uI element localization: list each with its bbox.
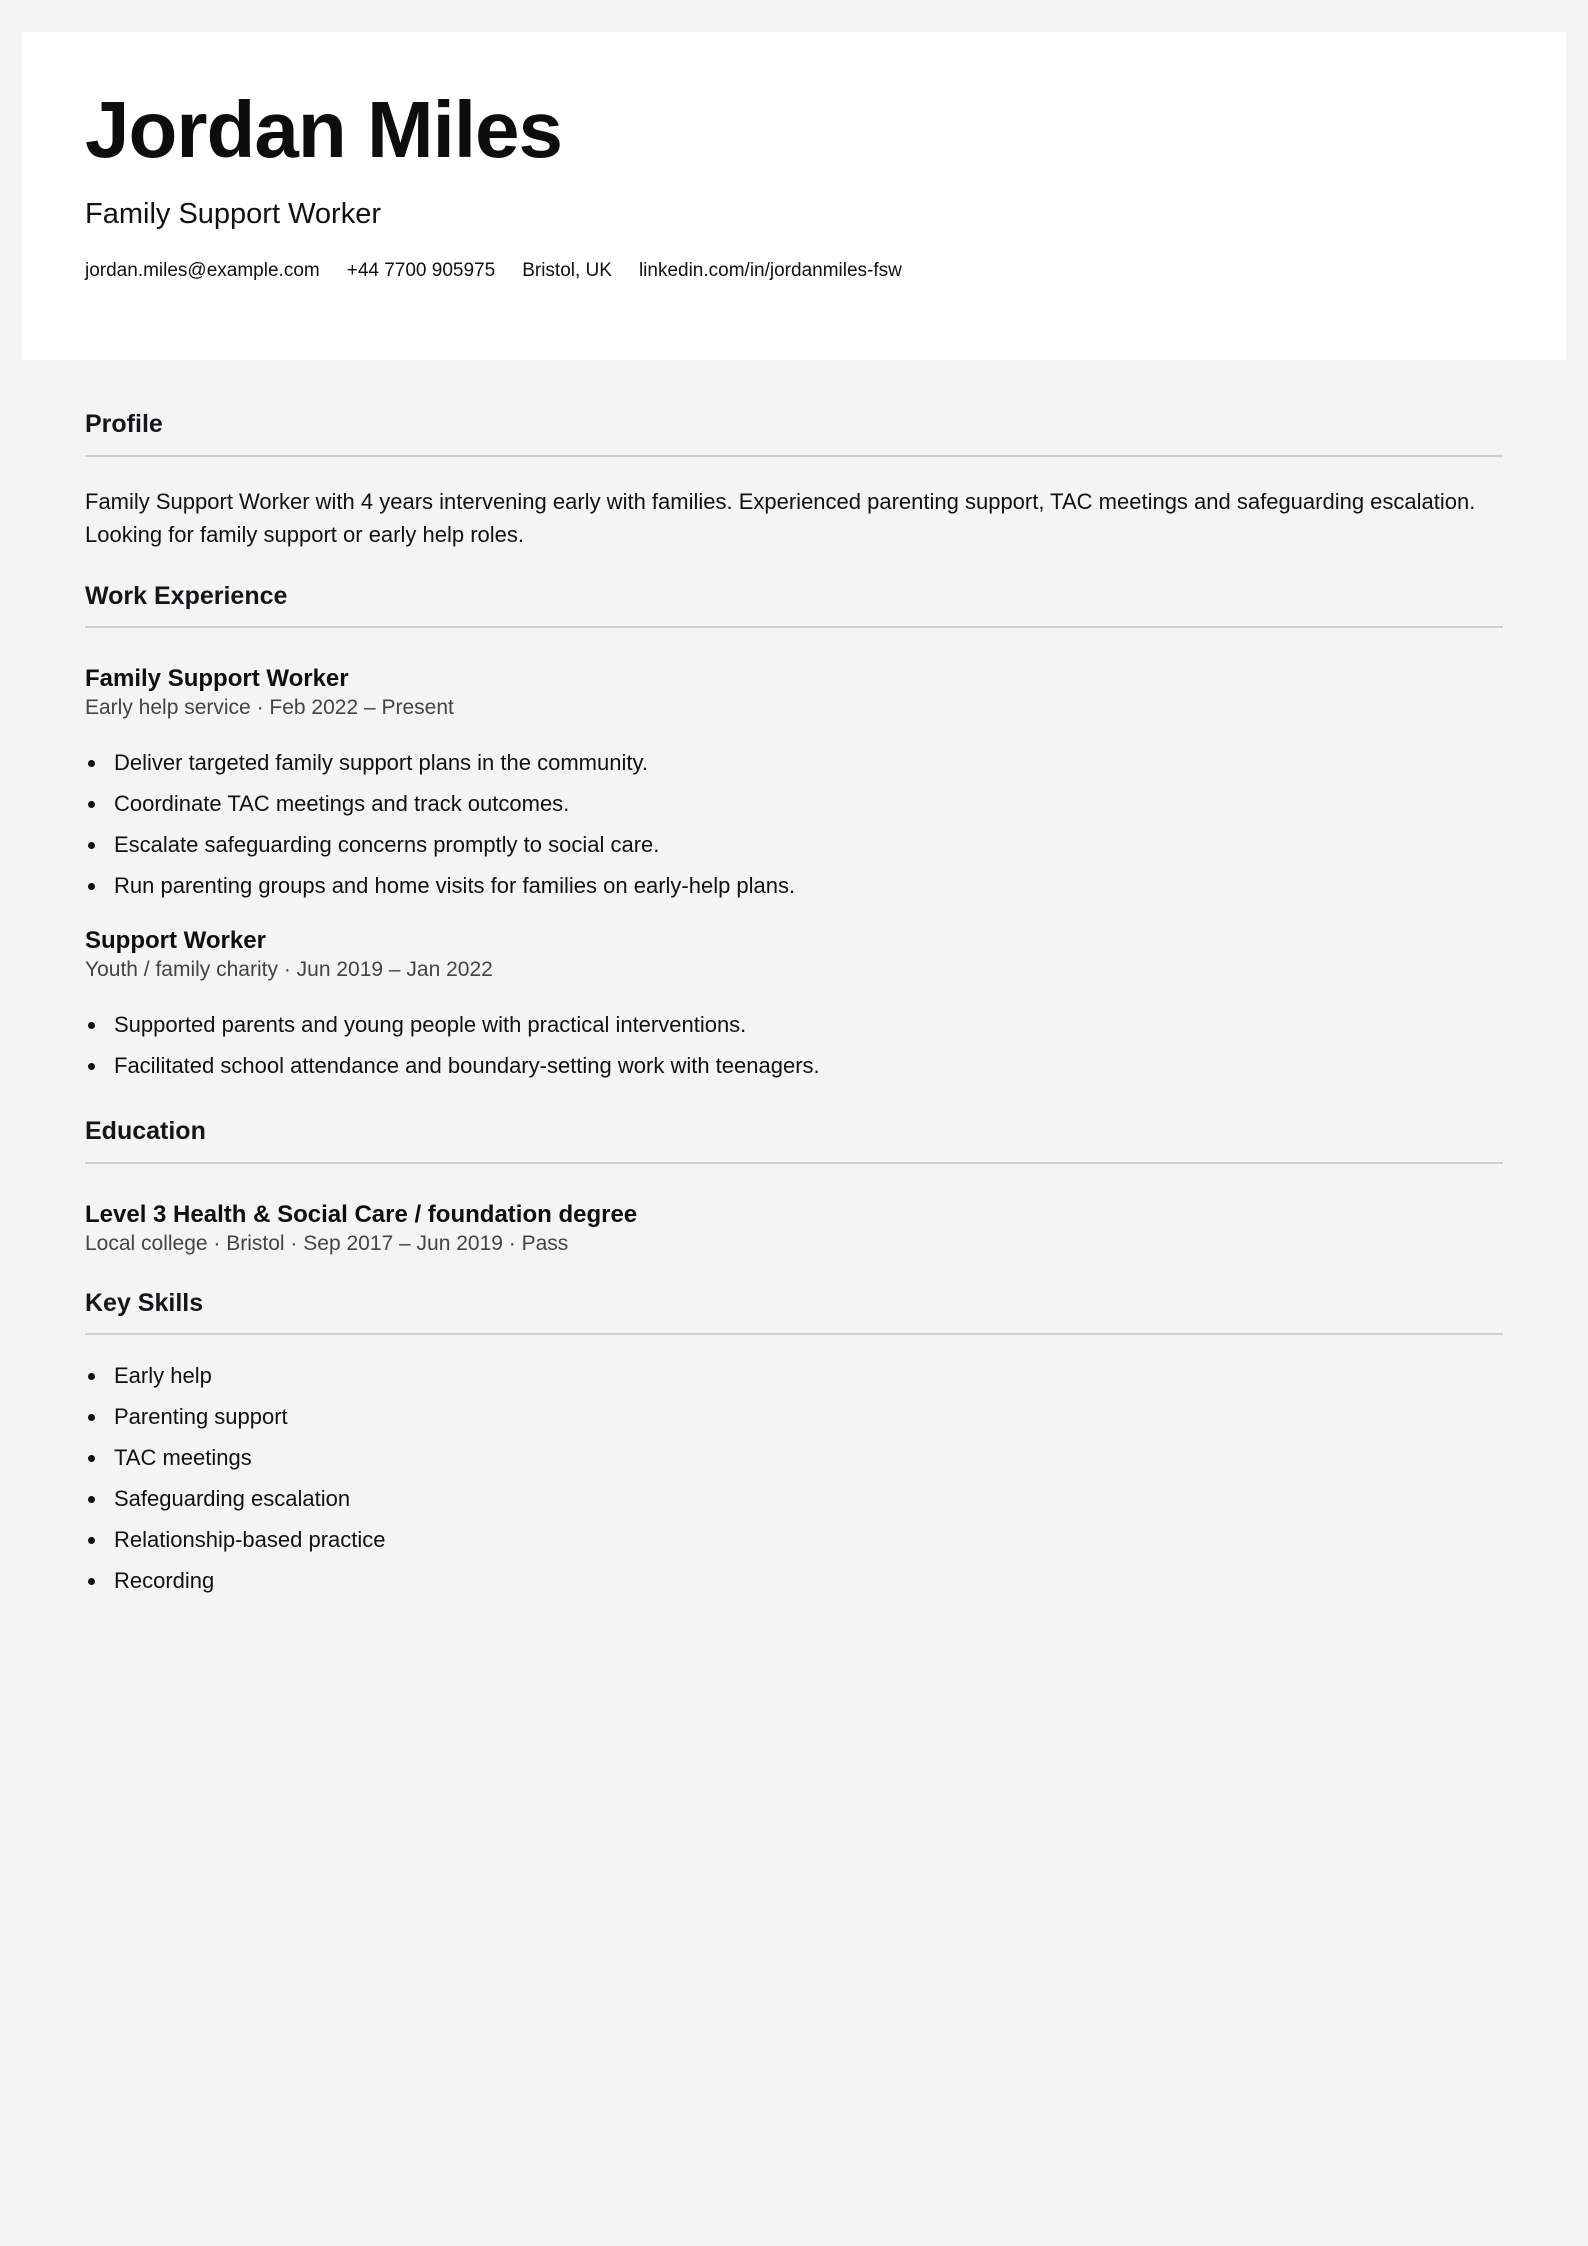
job-title: Family Support Worker: [85, 665, 349, 692]
job-entry: [85, 926, 1503, 1086]
job-meta: Youth / family charity · Jun 2019 – Jan 2022: [85, 958, 493, 981]
resume-header: [22, 32, 1566, 360]
profile-section: [85, 408, 1503, 551]
candidate-name: Jordan Miles: [85, 85, 563, 174]
contact-row: [85, 260, 1503, 282]
section-divider: [85, 626, 1503, 628]
skill-item: Recording: [85, 1560, 1503, 1601]
contact-phone[interactable]: +44 7700 905975: [346, 259, 496, 281]
section-title-profile: Profile: [85, 410, 163, 438]
job-bullets: [85, 742, 1503, 906]
section-title-education: Education: [85, 1117, 206, 1145]
education-meta: Local college · Bristol · Sep 2017 – Jun 2019 · Pass: [85, 1231, 569, 1255]
job-bullet: Supported parents and young people with practical interventions.: [85, 1004, 1503, 1045]
job-title: Support Worker: [85, 927, 266, 954]
section-title-experience: Work Experience: [85, 581, 288, 610]
job-bullet: Run parenting groups and home visits for families on early-help plans.: [85, 865, 1503, 906]
job-meta: Early help service · Feb 2022 – Present: [85, 696, 454, 719]
skill-item: Relationship-based practice: [85, 1519, 1503, 1560]
job-bullet: Escalate safeguarding concerns promptly to social care.: [85, 824, 1503, 865]
skill-item: Early help: [85, 1355, 1503, 1396]
education-title: Level 3 Health & Social Care / foundation degree: [85, 1200, 638, 1228]
skill-item: Parenting support: [85, 1396, 1503, 1437]
education-entry: [85, 1200, 1503, 1258]
section-title-skills: Key Skills: [85, 1288, 204, 1317]
experience-section: [85, 580, 1503, 1087]
job-bullet: Deliver targeted family support plans in the community.: [85, 742, 1503, 783]
skill-item: TAC meetings: [85, 1437, 1503, 1478]
contact-location: Bristol, UK: [522, 259, 612, 281]
skills-section: [85, 1287, 1503, 1602]
education-section: [85, 1115, 1503, 1258]
skill-item: Safeguarding escalation: [85, 1478, 1503, 1519]
section-divider: [85, 1162, 1503, 1164]
job-entry: [85, 664, 1503, 906]
skills-list: [85, 1355, 1503, 1601]
candidate-headline: Family Support Worker: [85, 198, 381, 230]
job-bullets: [85, 1004, 1503, 1086]
job-bullet: Facilitated school attendance and boundary-setting work with teenagers.: [85, 1045, 1503, 1086]
profile-text: Family Support Worker with 4 years intervening early with families. Experienced parenting support, TAC meetings and safeguarding escalation. Looking for family support or early help roles.: [85, 488, 1476, 547]
job-bullet: Coordinate TAC meetings and track outcomes.: [85, 783, 1503, 824]
section-divider: [85, 455, 1503, 457]
contact-linkedin[interactable]: linkedin.com/in/jordanmiles-fsw: [638, 259, 902, 281]
resume-body: [85, 408, 1503, 1601]
contact-email[interactable]: jordan.miles@example.com: [85, 259, 320, 281]
section-divider: [85, 1333, 1503, 1335]
